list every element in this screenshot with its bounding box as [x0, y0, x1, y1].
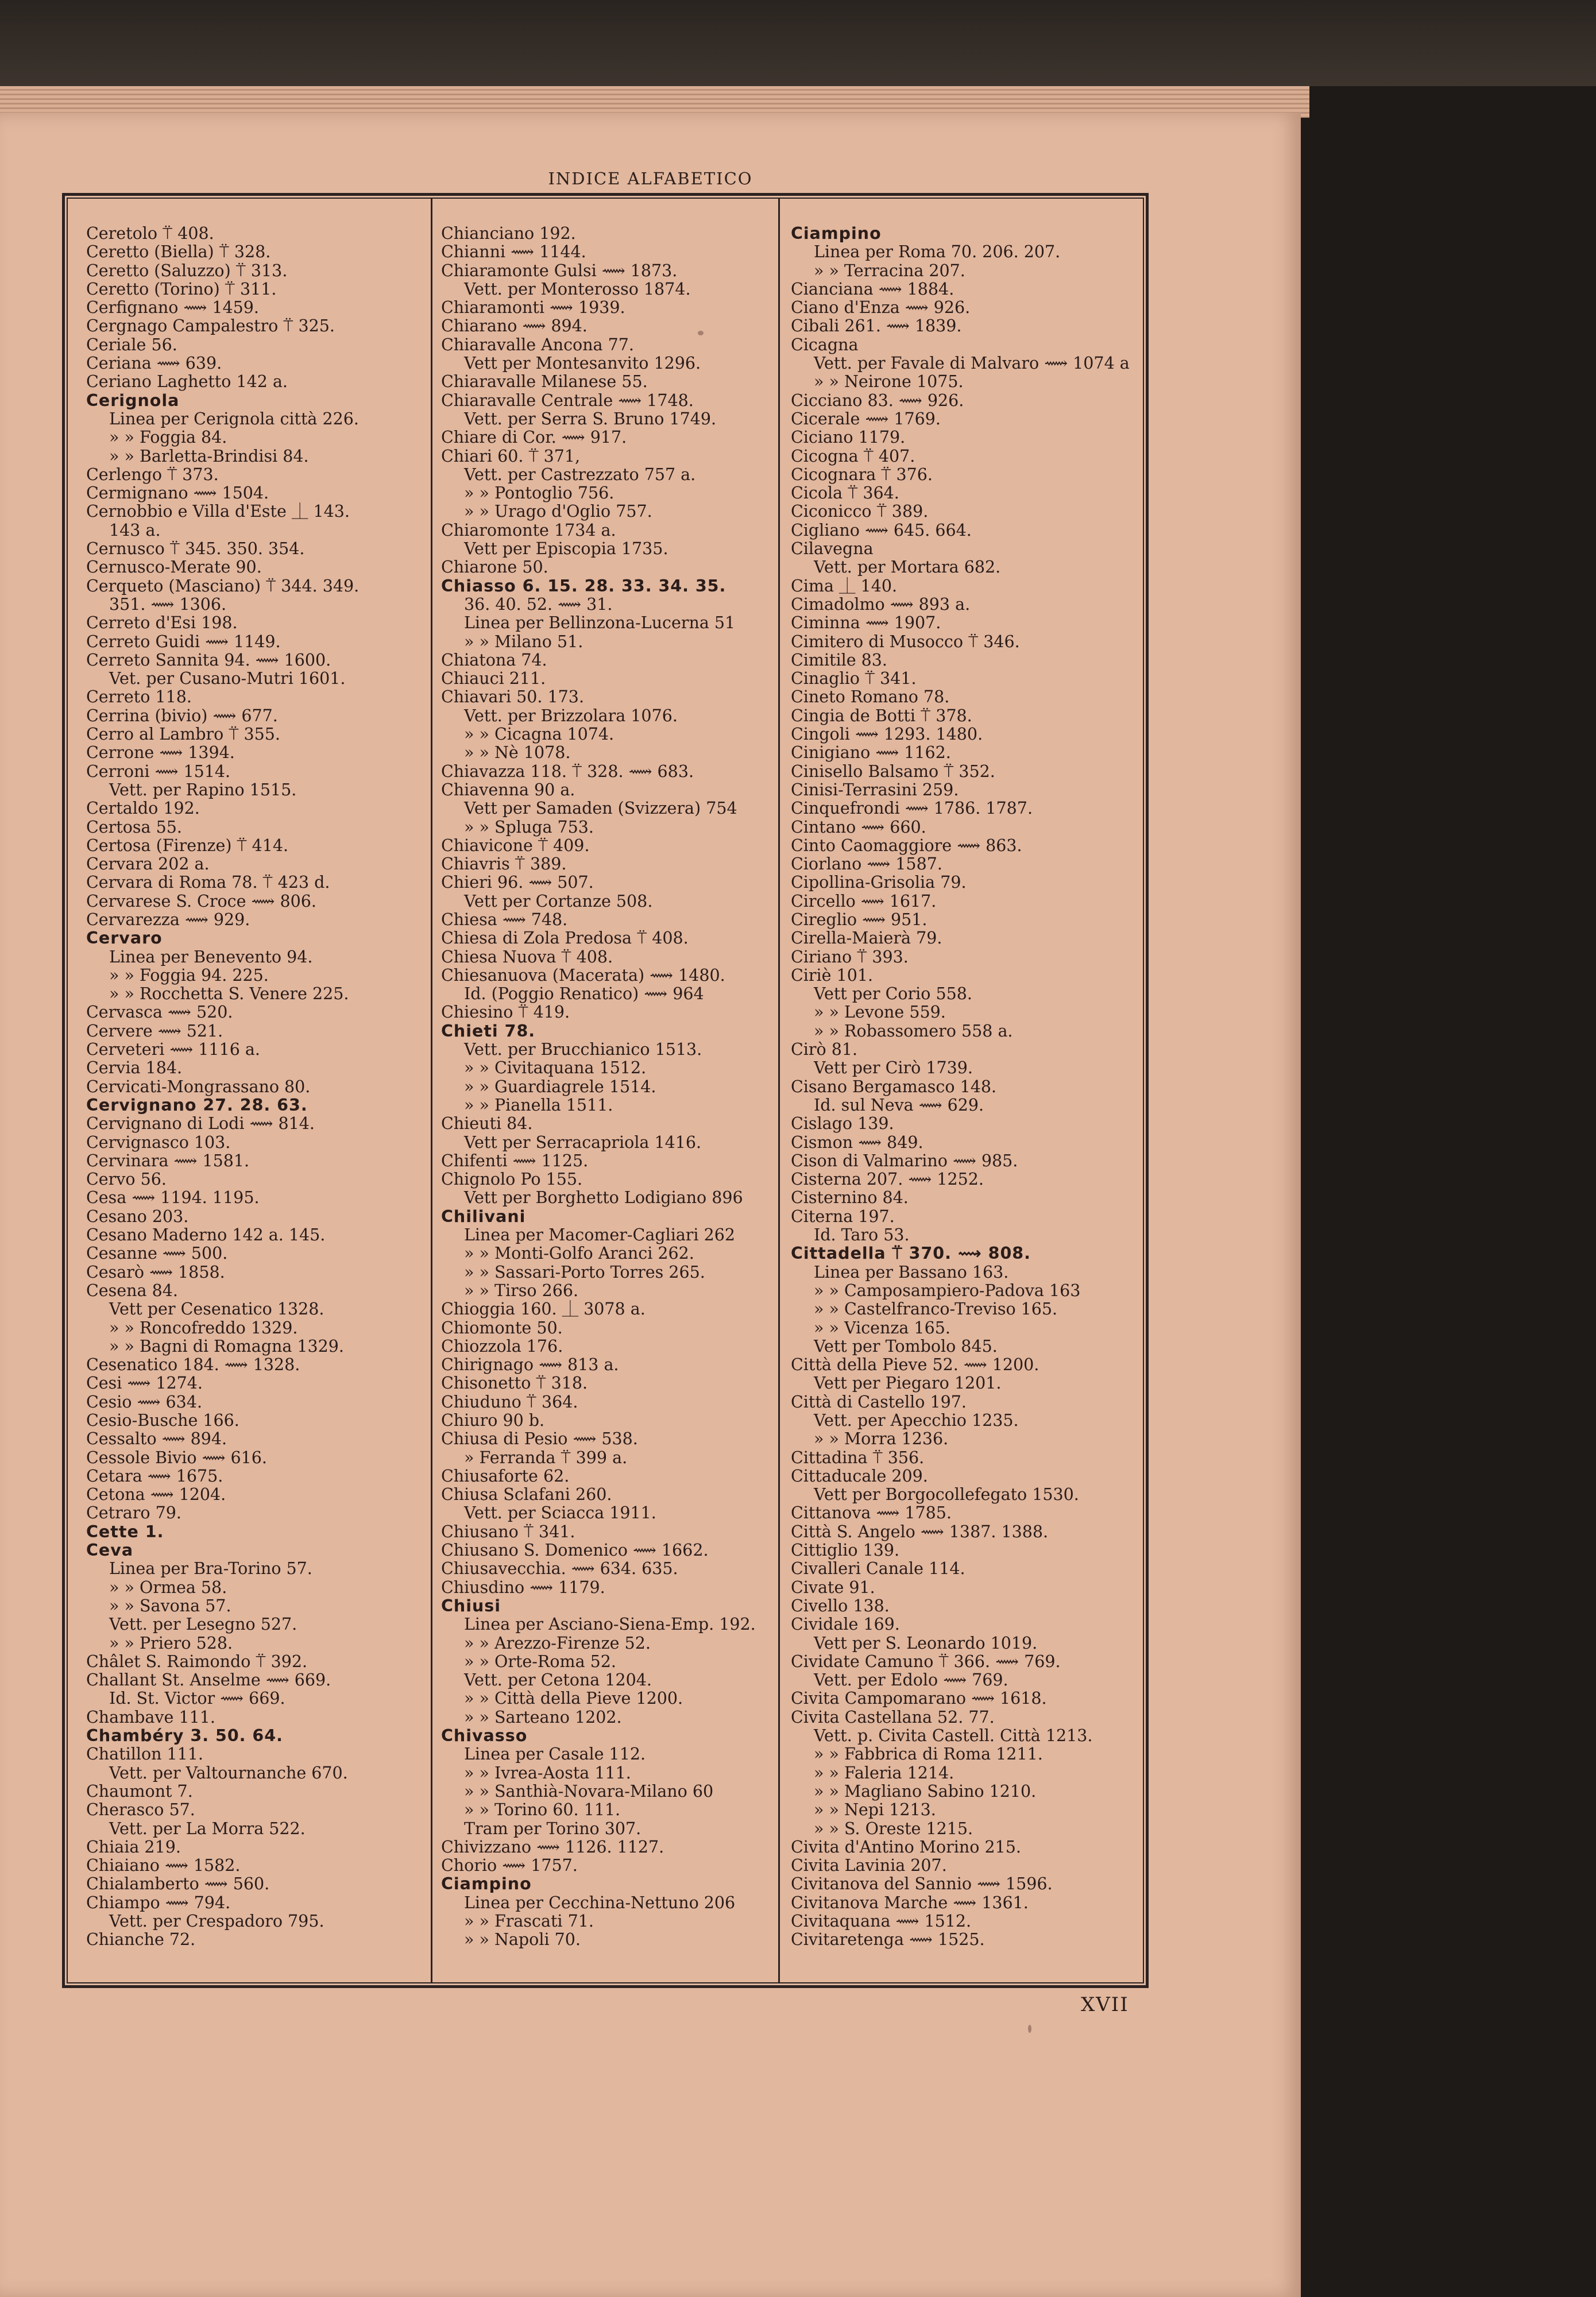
index-entry: Cervasca ⟿ 520. [86, 1003, 233, 1022]
index-entry: Vett. per Valtournanche 670. [109, 1764, 348, 1782]
index-heading: Cervaro [86, 929, 163, 948]
index-entry: Vett. per Lesegno 527. [109, 1615, 297, 1634]
index-entry: Vett. per Edolo ⟿ 769. [814, 1671, 1008, 1690]
index-entry: » » Nè 1078. [464, 744, 571, 763]
index-entry: Chiaromonte 1734 a. [441, 521, 616, 540]
index-entry: Cianciana ⟿ 1884. [791, 280, 954, 299]
index-entry: Cernusco-Merate 90. [86, 558, 262, 577]
index-entry: Id. (Poggio Renatico) ⟿ 964 [464, 985, 704, 1004]
index-entry: Cicognara ⍡ 376. [791, 465, 933, 484]
index-entry: Cerroni ⟿ 1514. [86, 762, 231, 781]
index-entry: Cirò 81. [791, 1041, 858, 1059]
index-entry: Linea per Asciano-Siena-Emp. 192. [464, 1615, 756, 1634]
index-entry: Chiuro 90 b. [441, 1412, 545, 1430]
index-entry: » » Frascati 71. [464, 1912, 594, 1931]
index-entry: Chiusa Sclafani 260. [441, 1486, 612, 1505]
index-entry: Linea per Casale 112. [464, 1745, 646, 1764]
index-entry: Cismon ⟿ 849. [791, 1133, 923, 1152]
index-entry: Id. Taro 53. [814, 1226, 910, 1245]
index-entry: Linea per Bellinzona-Lucerna 51 [464, 614, 736, 633]
index-entry: Cervignano di Lodi ⟿ 814. [86, 1115, 315, 1134]
index-entry: Cerreto d'Esi 198. [86, 614, 238, 633]
index-entry: Ciconicco ⍡ 389. [791, 502, 929, 521]
index-entry: Vett per Samaden (Svizzera) 754 [464, 799, 737, 818]
index-entry: Vett. per La Morra 522. [109, 1819, 306, 1838]
index-entry: Challant St. Anselme ⟿ 669. [86, 1671, 331, 1690]
index-entry: Cesi ⟿ 1274. [86, 1374, 203, 1393]
index-entry: Vett per Serracapriola 1416. [464, 1133, 702, 1152]
index-heading: Cittadella ⍡ 370. ⟿ 808. [791, 1244, 1031, 1263]
index-entry: Chianni ⟿ 1144. [441, 243, 586, 262]
index-entry: 351. ⟿ 1306. [109, 595, 227, 614]
index-entry: Ceretto (Saluzzo) ⍡ 313. [86, 261, 288, 280]
index-entry: » » Camposampiero-Padova 163 [814, 1281, 1081, 1300]
index-entry: Chambave 111. [86, 1708, 215, 1727]
index-entry: Cervignasco 103. [86, 1133, 231, 1152]
index-entry: Linea per Cerignola città 226. [109, 409, 359, 428]
index-entry: » » Pontoglio 756. [464, 484, 615, 503]
index-entry: » » Pianella 1511. [464, 1096, 613, 1115]
index-entry: Civita Lavinia 207. [791, 1857, 947, 1876]
paper-speck [1028, 2025, 1031, 2033]
index-entry: Vett per Cortanze 508. [464, 892, 653, 911]
index-entry: Cerveteri ⟿ 1116 a. [86, 1041, 260, 1059]
index-entry: Circello ⟿ 1617. [791, 892, 937, 911]
page-number: XVII [1081, 1993, 1129, 2016]
column-divider-2 [778, 199, 780, 1983]
index-entry: Chisonetto ⍡ 318. [441, 1374, 588, 1393]
index-entry: Cerfignano ⟿ 1459. [86, 299, 259, 318]
index-entry: Ceretto (Biella) ⍡ 328. [86, 243, 271, 262]
index-entry: Chiaramonti ⟿ 1939. [441, 299, 625, 318]
index-entry: Chiatona 74. [441, 651, 547, 670]
index-entry: » » Morra 1236. [814, 1430, 949, 1449]
index-entry: Vett per Cirò 1739. [814, 1059, 973, 1078]
index-entry: Vett. per Favale di Malvaro ⟿ 1074 a [814, 354, 1130, 373]
index-entry: Cison di Valmarino ⟿ 985. [791, 1151, 1018, 1170]
index-entry: Vett per Cesenatico 1328. [109, 1300, 324, 1319]
index-entry: Cesena 84. [86, 1281, 178, 1300]
index-entry: » » Fabbrica di Roma 1211. [814, 1745, 1043, 1764]
index-entry: Cividale 169. [791, 1615, 900, 1634]
index-entry: Cicola ⍡ 364. [791, 484, 899, 503]
index-entry: Chatillon 111. [86, 1745, 203, 1764]
index-entry: Vett. per Monterosso 1874. [464, 280, 691, 299]
index-entry: Chiaiano ⟿ 1582. [86, 1857, 241, 1876]
index-entry: Cima ⏊ 140. [791, 577, 898, 595]
index-entry: Chivizzano ⟿ 1126. 1127. [441, 1838, 664, 1857]
index-entry: Cinigiano ⟿ 1162. [791, 744, 951, 763]
index-entry: Cinisello Balsamo ⍡ 352. [791, 762, 995, 781]
index-entry: Chiampo ⟿ 794. [86, 1893, 231, 1912]
index-entry: Chiuduno ⍡ 364. [441, 1393, 578, 1412]
index-entry: Chialamberto ⟿ 560. [86, 1875, 270, 1894]
index-heading: Ciampino [791, 225, 882, 243]
index-entry: Cesio ⟿ 634. [86, 1393, 203, 1412]
index-entry: Vett. per Rapino 1515. [109, 780, 297, 799]
index-entry: Linea per Bra-Torino 57. [109, 1560, 312, 1579]
index-entry: Chiesa di Zola Predosa ⍡ 408. [441, 929, 689, 948]
index-entry: Cesanne ⟿ 500. [86, 1244, 228, 1263]
index-entry: Chioggia 160. ⏊ 3078 a. [441, 1300, 646, 1319]
index-entry: Chiomonte 50. [441, 1318, 563, 1337]
index-heading: Chieti 78. [441, 1022, 536, 1041]
index-heading: Chilivani [441, 1207, 526, 1226]
index-entry: Cermignano ⟿ 1504. [86, 484, 269, 503]
index-entry: » » Santhià-Novara-Milano 60 [464, 1782, 714, 1801]
index-entry: Ciriano ⍡ 393. [791, 948, 909, 966]
index-entry: Civitanova del Sannio ⟿ 1596. [791, 1875, 1053, 1894]
index-entry: Chiusaforte 62. [441, 1467, 570, 1486]
index-entry: » » Arezzo-Firenze 52. [464, 1634, 651, 1653]
index-entry: Cibali 261. ⟿ 1839. [791, 317, 962, 336]
index-entry: Ceriana ⟿ 639. [86, 354, 222, 373]
index-entry: Ceriano Laghetto 142 a. [86, 373, 288, 392]
index-entry: Chiaravalle Milanese 55. [441, 373, 648, 392]
index-entry: Cerlengo ⍡ 373. [86, 465, 219, 484]
index-entry: Civita d'Antino Morino 215. [791, 1838, 1021, 1857]
index-entry: Cernusco ⍡ 345. 350. 354. [86, 540, 305, 559]
index-entry: » » Sassari-Porto Torres 265. [464, 1263, 705, 1282]
index-column-2 [441, 225, 774, 1950]
index-entry: Cessalto ⟿ 894. [86, 1430, 227, 1449]
index-entry: Chiusdino ⟿ 1179. [441, 1578, 605, 1597]
index-entry: Cernobbio e Villa d'Este ⏊ 143. [86, 502, 350, 521]
index-entry: Chiavazza 118. ⍡ 328. ⟿ 683. [441, 762, 694, 781]
index-entry: Cetona ⟿ 1204. [86, 1486, 226, 1505]
index-entry: Vett per Episcopia 1735. [464, 540, 668, 559]
index-entry: Cilavegna [791, 540, 874, 559]
index-entry: Cinquefrondi ⟿ 1786. 1787. [791, 799, 1033, 818]
index-heading: Chivasso [441, 1727, 528, 1746]
index-entry: Ceretolo ⍡ 408. [86, 225, 214, 243]
index-entry: Cerqueto (Masciano) ⍡ 344. 349. [86, 577, 360, 595]
index-entry: Linea per Cecchina-Nettuno 206 [464, 1893, 736, 1912]
index-entry: Cergnago Campalestro ⍡ 325. [86, 317, 335, 336]
index-entry: Cimitile 83. [791, 651, 887, 670]
index-entry: » » Ivrea-Aosta 111. [464, 1764, 631, 1782]
index-entry: Chaumont 7. [86, 1782, 193, 1801]
index-entry: Cireglio ⟿ 951. [791, 910, 928, 929]
index-entry: Cesarò ⟿ 1858. [86, 1263, 225, 1282]
index-entry: Vett. per Mortara 682. [814, 558, 1001, 577]
index-entry: Cinisi-Terrasini 259. [791, 780, 959, 799]
index-column-1 [86, 225, 425, 1950]
index-entry: Cintano ⟿ 660. [791, 818, 926, 837]
index-entry: » » Savona 57. [109, 1596, 231, 1615]
index-entry: » » Torino 60. 111. [464, 1801, 621, 1820]
index-entry: Cingoli ⟿ 1293. 1480. [791, 725, 983, 744]
index-entry: Civello 138. [791, 1596, 890, 1615]
index-entry: Cipollina-Grisolia 79. [791, 873, 967, 892]
index-entry: Vett per S. Leonardo 1019. [814, 1634, 1038, 1653]
index-entry: 36. 40. 52. ⟿ 31. [464, 595, 613, 614]
index-entry: » » Magliano Sabino 1210. [814, 1782, 1037, 1801]
index-entry: » » Nepi 1213. [814, 1801, 936, 1820]
index-heading: Chiusi [441, 1596, 501, 1615]
index-entry: Vett. per Castrezzato 757 a. [464, 465, 696, 484]
index-entry: » » Civitaquana 1512. [464, 1059, 647, 1078]
index-entry: Chiesanuova (Macerata) ⟿ 1480. [441, 966, 725, 985]
index-entry: Civate 91. [791, 1578, 875, 1597]
index-entry: Cislago 139. [791, 1115, 894, 1134]
index-entry: Linea per Roma 70. 206. 207. [814, 243, 1061, 262]
book-spine-background [0, 0, 1596, 86]
index-entry: Chiusavecchia. ⟿ 634. 635. [441, 1560, 678, 1579]
index-entry: Città della Pieve 52. ⟿ 1200. [791, 1356, 1039, 1375]
index-entry: Cicagna [791, 335, 859, 354]
index-entry: Chirignago ⟿ 813 a. [441, 1356, 619, 1375]
index-entry: Chiesa ⟿ 748. [441, 910, 568, 929]
index-heading: Chiasso 6. 15. 28. 33. 34. 35. [441, 577, 726, 595]
index-entry: Cerrone ⟿ 1394. [86, 744, 235, 763]
index-entry: Cetraro 79. [86, 1504, 181, 1523]
index-entry: Chiaramonte Gulsi ⟿ 1873. [441, 261, 678, 280]
index-entry: Cicciano 83. ⟿ 926. [791, 391, 964, 410]
index-entry: Vett. per Cetona 1204. [464, 1671, 652, 1690]
index-entry: Vett. per Brizzolara 1076. [464, 706, 678, 725]
index-entry: Vett per Montesanvito 1296. [464, 354, 701, 373]
index-entry: Cervo 56. [86, 1170, 167, 1189]
index-entry: » » Priero 528. [109, 1634, 233, 1653]
index-entry: » » Rocchetta S. Venere 225. [109, 985, 349, 1004]
index-entry: » » Vicenza 165. [814, 1318, 950, 1337]
index-entry: Cesa ⟿ 1194. 1195. [86, 1189, 260, 1208]
index-entry: Tram per Torino 307. [464, 1819, 642, 1838]
index-entry: » » Foggia 84. [109, 428, 227, 447]
index-entry: Cinaglio ⍡ 341. [791, 670, 917, 689]
paper-speck [698, 331, 704, 335]
index-entry: Cingia de Botti ⍡ 378. [791, 706, 972, 725]
index-entry: Cicogna ⍡ 407. [791, 447, 915, 466]
index-entry: Cinto Caomaggiore ⟿ 863. [791, 836, 1022, 855]
index-entry: Ciano d'Enza ⟿ 926. [791, 299, 971, 318]
index-entry: Chiare di Cor. ⟿ 917. [441, 428, 627, 447]
index-entry: Cigliano ⟿ 645. 664. [791, 521, 972, 540]
index-entry: Chiarone 50. [441, 558, 548, 577]
index-entry: » Ferranda ⍡ 399 a. [464, 1448, 628, 1467]
index-entry: Civitanova Marche ⟿ 1361. [791, 1893, 1029, 1912]
index-entry: Chiavenna 90 a. [441, 780, 575, 799]
index-entry: Chifenti ⟿ 1125. [441, 1151, 589, 1170]
index-entry: Certosa (Firenze) ⍡ 414. [86, 836, 289, 855]
index-entry: Chiari 60. ⍡ 371, [441, 447, 581, 466]
index-entry: Chorio ⟿ 1757. [441, 1857, 578, 1876]
index-entry: Civitaquana ⟿ 1512. [791, 1912, 972, 1931]
index-heading: Cervignano 27. 28. 63. [86, 1096, 308, 1115]
index-entry: Cerrina (bivio) ⟿ 677. [86, 706, 278, 725]
index-entry: » » S. Oreste 1215. [814, 1819, 973, 1838]
index-entry: Vett. per Crespadoro 795. [109, 1912, 324, 1931]
index-entry: » » Città della Pieve 1200. [464, 1689, 683, 1708]
index-entry: Vett. per Brucchianico 1513. [464, 1041, 702, 1059]
index-entry: Civitaretenga ⟿ 1525. [791, 1931, 985, 1950]
index-entry: Chianciano 192. [441, 225, 576, 243]
index-entry: Ciriè 101. [791, 966, 874, 985]
index-entry: Cervere ⟿ 521. [86, 1022, 223, 1041]
index-entry: Cittanova ⟿ 1785. [791, 1504, 952, 1523]
index-entry: Cessole Bivio ⟿ 616. [86, 1448, 267, 1467]
index-entry: Chiaravalle Centrale ⟿ 1748. [441, 391, 694, 410]
index-entry: » » Tirso 266. [464, 1281, 579, 1300]
index-entry: Cerreto 118. [86, 688, 192, 707]
index-entry: » » Barletta-Brindisi 84. [109, 447, 309, 466]
index-entry: Ciorlano ⟿ 1587. [791, 855, 942, 874]
index-entry: » » Urago d'Oglio 757. [464, 502, 652, 521]
index-entry: Cesenatico 184. ⟿ 1328. [86, 1356, 300, 1375]
index-entry: Cerreto Guidi ⟿ 1149. [86, 632, 281, 651]
index-entry: Cetara ⟿ 1675. [86, 1467, 223, 1486]
index-entry: Cirella-Maierà 79. [791, 929, 942, 948]
index-entry: » » Cicagna 1074. [464, 725, 615, 744]
page-header: INDICE ALFABETICO [548, 169, 753, 188]
index-entry: Cisano Bergamasco 148. [791, 1077, 997, 1096]
index-entry: Chieuti 84. [441, 1115, 533, 1134]
index-heading: Ciampino [441, 1875, 532, 1894]
index-entry: Cisternino 84. [791, 1189, 909, 1208]
index-entry: » » Guardiagrele 1514. [464, 1077, 656, 1096]
index-entry: Certaldo 192. [86, 799, 200, 818]
index-entry: Linea per Bassano 163. [814, 1263, 1009, 1282]
index-entry: » » Orte-Roma 52. [464, 1652, 616, 1671]
index-entry: » » Monti-Golfo Aranci 262. [464, 1244, 694, 1263]
index-entry: Cittadina ⍡ 356. [791, 1448, 925, 1467]
index-entry: Vett per Borgocollefegato 1530. [814, 1486, 1079, 1505]
index-entry: Città di Castello 197. [791, 1393, 967, 1412]
index-entry: » » Napoli 70. [464, 1931, 581, 1950]
index-entry: Vett per Piegaro 1201. [814, 1374, 1002, 1393]
index-entry: Cineto Romano 78. [791, 688, 950, 707]
index-entry: Cimadolmo ⟿ 893 a. [791, 595, 971, 614]
index-entry: Chianche 72. [86, 1931, 196, 1950]
index-entry: Id. St. Victor ⟿ 669. [109, 1689, 285, 1708]
index-entry: Cerreto Sannita 94. ⟿ 1600. [86, 651, 331, 670]
index-entry: Cimitero di Musocco ⍡ 346. [791, 632, 1020, 651]
index-entry: » » Robassomero 558 a. [814, 1022, 1013, 1041]
index-entry: Cerro al Lambro ⍡ 355. [86, 725, 280, 744]
index-entry: Cervia 184. [86, 1059, 183, 1078]
index-entry: Chiesino ⍡ 419. [441, 1003, 570, 1022]
index-entry: Città S. Angelo ⟿ 1387. 1388. [791, 1522, 1049, 1541]
index-entry: Ceretto (Torino) ⍡ 311. [86, 280, 277, 299]
index-entry: Citerna 197. [791, 1207, 895, 1226]
index-entry: Civita Castellana 52. 77. [791, 1708, 995, 1727]
index-entry: Vett. per Sciacca 1911. [464, 1504, 656, 1523]
index-entry: Cesano 203. [86, 1207, 189, 1226]
index-heading: Chambéry 3. 50. 64. [86, 1727, 283, 1746]
index-entry: Chiesa Nuova ⍡ 408. [441, 948, 613, 966]
index-entry: Chiauci 211. [441, 670, 546, 689]
index-entry: Vett per Borghetto Lodigiano 896 [464, 1189, 743, 1208]
index-entry: Vett. p. Civita Castell. Città 1213. [814, 1727, 1093, 1746]
index-entry: Cervarezza ⟿ 929. [86, 910, 250, 929]
index-entry: Cervara di Roma 78. ⍡ 423 d. [86, 873, 330, 892]
index-column-3 [791, 225, 1141, 1950]
index-entry: Cittiglio 139. [791, 1541, 900, 1560]
index-entry: Cervinara ⟿ 1581. [86, 1151, 250, 1170]
index-entry: Chiusa di Pesio ⟿ 538. [441, 1430, 638, 1449]
column-divider-1 [431, 199, 432, 1983]
index-heading: Cette 1. [86, 1522, 164, 1541]
index-entry: Id. sul Neva ⟿ 629. [814, 1096, 984, 1115]
index-entry: Civita Campomarano ⟿ 1618. [791, 1689, 1047, 1708]
index-entry: Ciminna ⟿ 1907. [791, 614, 941, 633]
index-entry: » » Castelfranco-Treviso 165. [814, 1300, 1058, 1319]
index-heading: Ceva [86, 1541, 134, 1560]
index-entry: Cherasco 57. [86, 1801, 195, 1820]
index-entry: Linea per Macomer-Cagliari 262 [464, 1226, 736, 1245]
index-entry: » » Faleria 1214. [814, 1764, 954, 1782]
index-entry: Cervicati-Mongrassano 80. [86, 1077, 311, 1096]
index-entry: Cicerale ⟿ 1769. [791, 409, 941, 428]
index-entry: » » Spluga 753. [464, 818, 594, 837]
index-entry: Cividate Camuno ⍡ 366. ⟿ 769. [791, 1652, 1061, 1671]
index-entry: » » Neirone 1075. [814, 373, 964, 392]
index-entry: Chiavari 50. 173. [441, 688, 584, 707]
document-page [0, 113, 1301, 2297]
index-entry: Cittaducale 209. [791, 1467, 928, 1486]
index-entry: Chiozzola 176. [441, 1337, 563, 1356]
index-entry: Cesio-Busche 166. [86, 1412, 239, 1430]
index-entry: Cervara 202 a. [86, 855, 210, 874]
index-entry: Chignolo Po 155. [441, 1170, 583, 1189]
index-entry: » » Foggia 94. 225. [109, 966, 269, 985]
index-entry: Châlet S. Raimondo ⍡ 392. [86, 1652, 308, 1671]
index-entry: Ciciano 1179. [791, 428, 906, 447]
index-entry: » » Roncofreddo 1329. [109, 1318, 298, 1337]
index-heading: Cerignola [86, 391, 180, 410]
index-entry: Vet. per Cusano-Mutri 1601. [109, 670, 346, 689]
index-entry: Chiaravalle Ancona 77. [441, 335, 634, 354]
index-entry: 143 a. [109, 521, 161, 540]
index-entry: Cesano Maderno 142 a. 145. [86, 1226, 326, 1245]
index-entry: Vett per Corio 558. [814, 985, 972, 1004]
index-entry: » » Sarteano 1202. [464, 1708, 622, 1727]
index-entry: Chiarano ⟿ 894. [441, 317, 588, 336]
index-entry: Ceriale 56. [86, 335, 177, 354]
index-entry: Chiavris ⍡ 389. [441, 855, 567, 874]
index-entry: » » Milano 51. [464, 632, 583, 651]
index-entry: Cisterna 207. ⟿ 1252. [791, 1170, 984, 1189]
index-entry: » » Terracina 207. [814, 261, 965, 280]
index-entry: Vett. per Apecchio 1235. [814, 1412, 1019, 1430]
index-entry: Cervarese S. Croce ⟿ 806. [86, 892, 316, 911]
index-entry: Chiusano S. Domenico ⟿ 1662. [441, 1541, 709, 1560]
index-entry: Chiusano ⍡ 341. [441, 1522, 575, 1541]
index-entry: Certosa 55. [86, 818, 182, 837]
index-entry: Chieri 96. ⟿ 507. [441, 873, 594, 892]
index-entry: Vett per Tombolo 845. [814, 1337, 998, 1356]
index-entry: » » Bagni di Romagna 1329. [109, 1337, 344, 1356]
index-entry: Chiavicone ⍡ 409. [441, 836, 590, 855]
index-entry: » » Levone 559. [814, 1003, 946, 1022]
index-entry: Linea per Benevento 94. [109, 948, 313, 966]
index-entry: » » Ormea 58. [109, 1578, 227, 1597]
index-entry: Chiaia 219. [86, 1838, 181, 1857]
index-entry: Civalleri Canale 114. [791, 1560, 965, 1579]
index-entry: Vett. per Serra S. Bruno 1749. [464, 409, 717, 428]
